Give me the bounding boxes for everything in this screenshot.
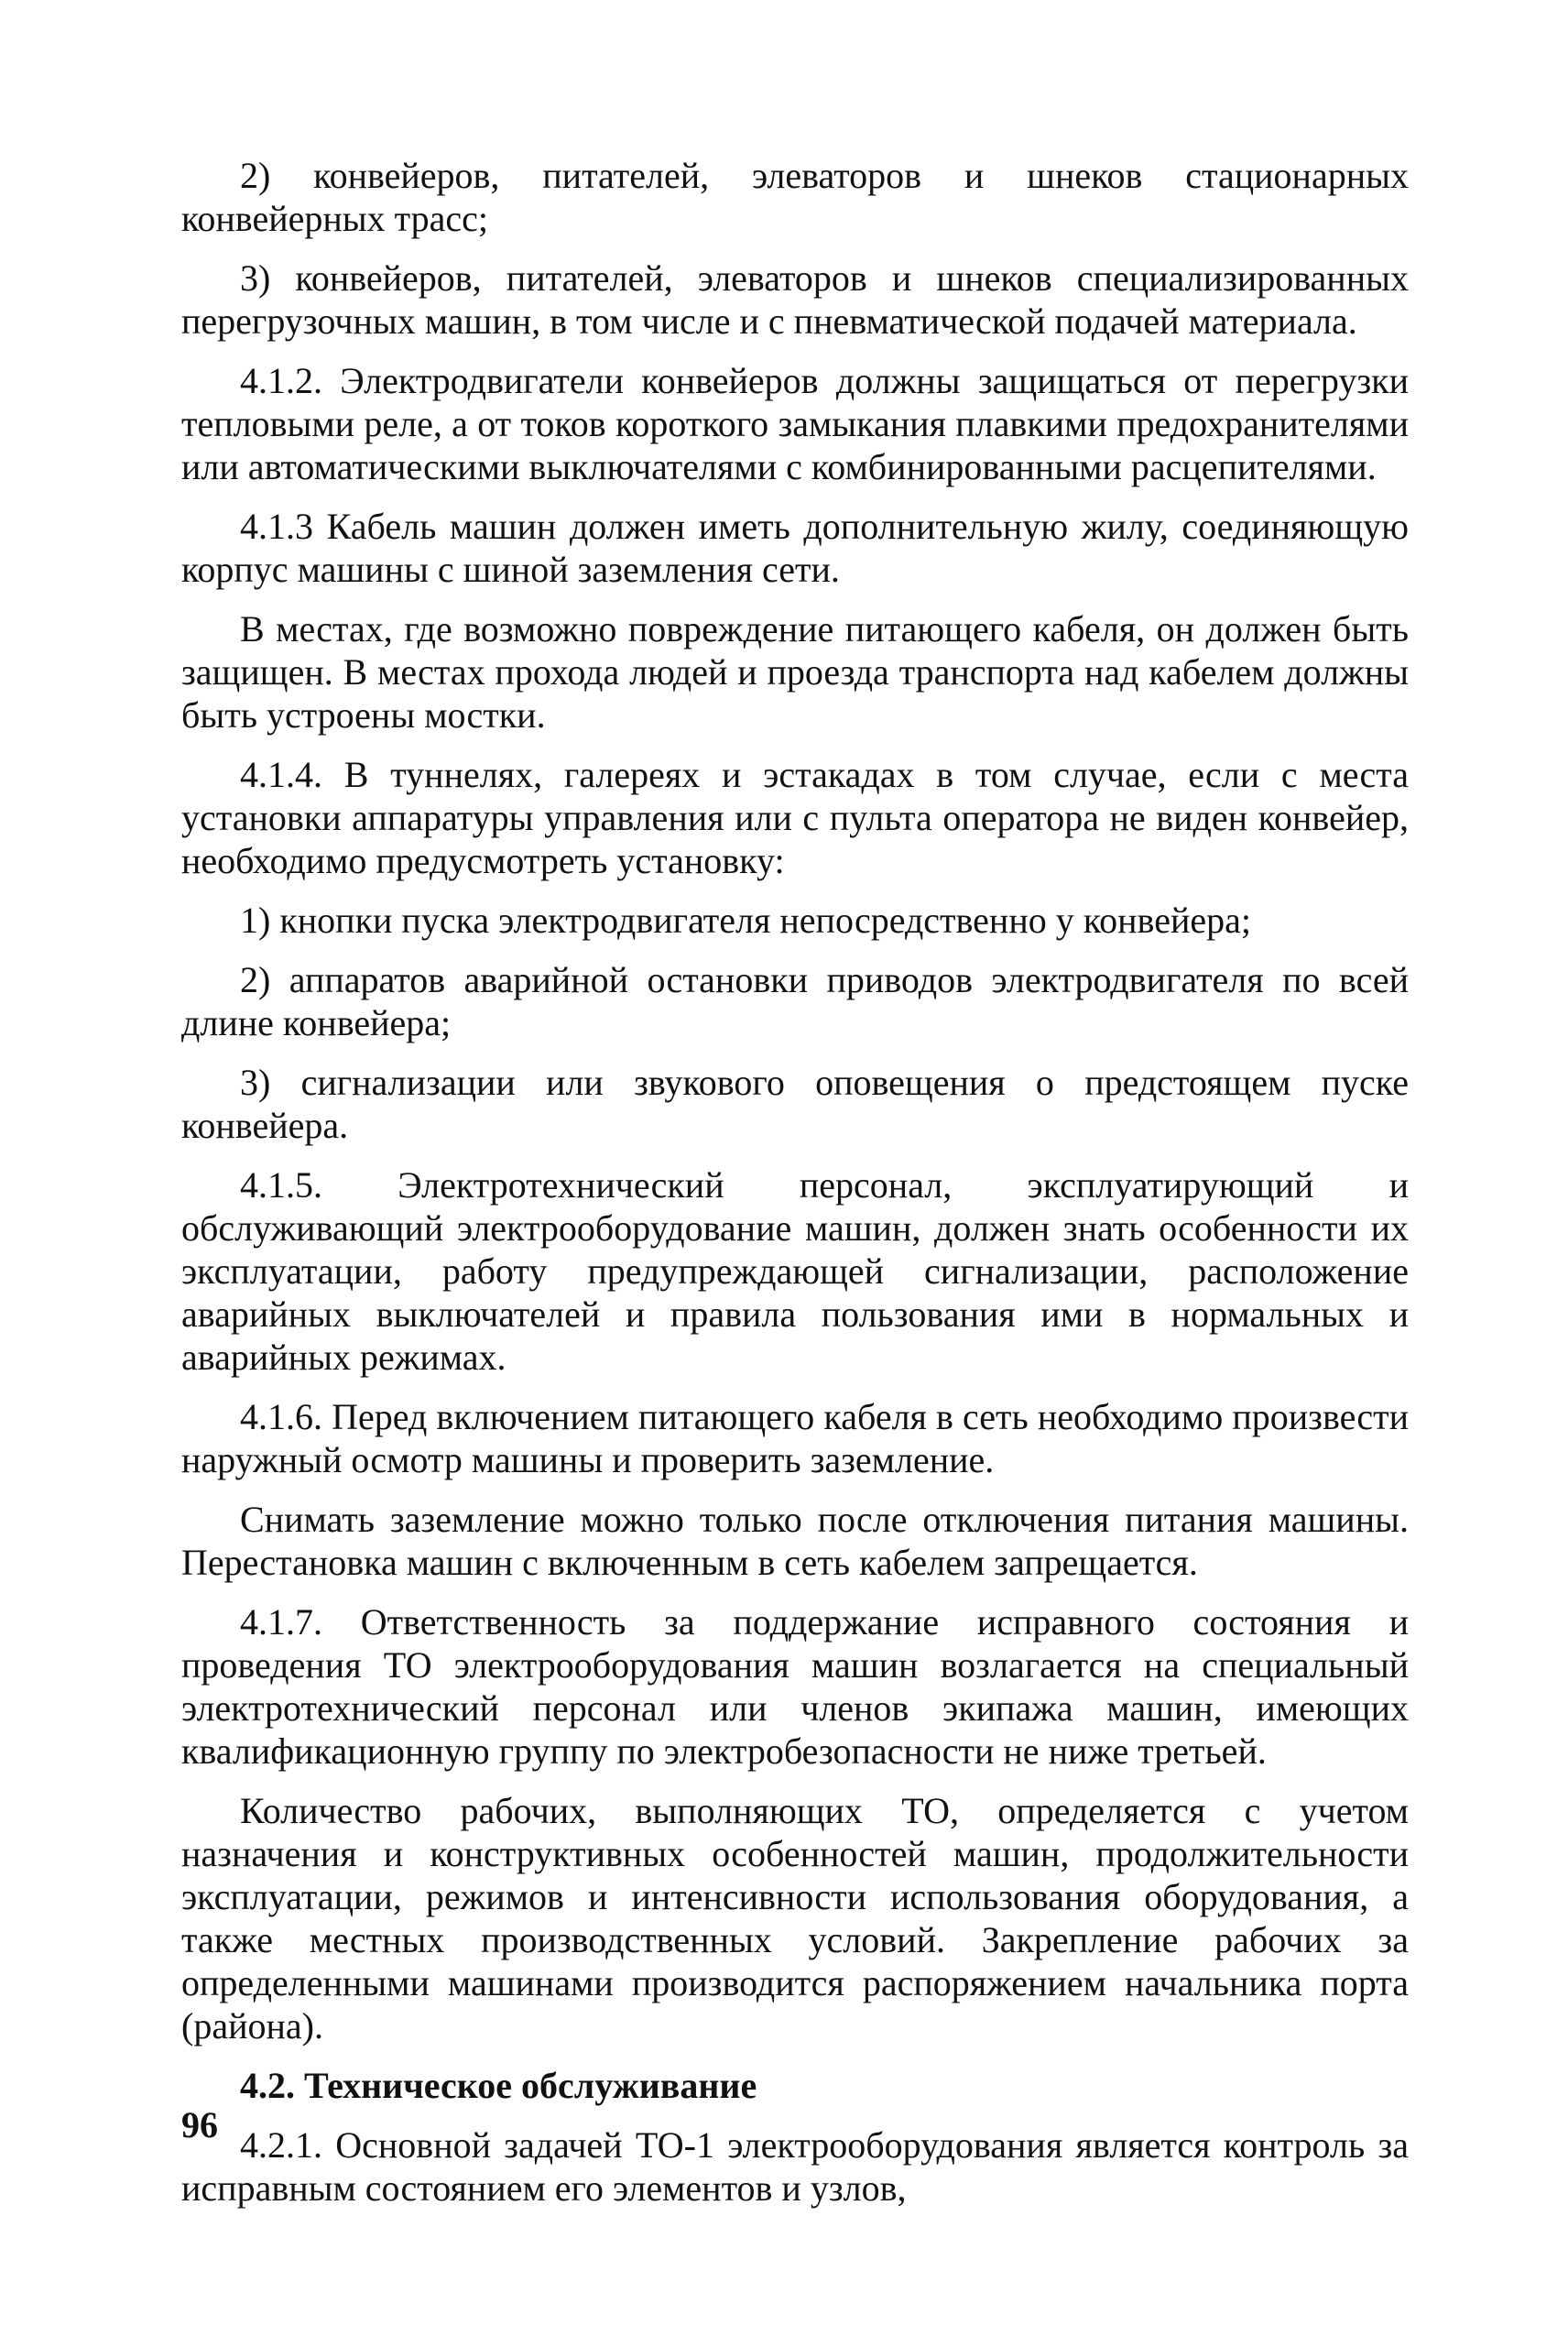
paragraph-list-item-1: 1) кнопки пуска электродвигателя непосредственно у конвейера; — [240, 900, 1251, 941]
paragraph-4-1-3: 4.1.3 Кабель машин должен иметь дополнительную жилу, соединяющую корпус машины с шиной заземления сети. — [181, 506, 1409, 590]
paragraph-4-1-5: 4.1.5. Электротехнический персонал, эксплуатирующий и обслуживающий электрооборудование машин, должен знать особенности их эксплуатации, работу предупреждающей сигнализации, расположение аварийных выключателей и правила пользования ими в нормальных и аварийных режимах. — [181, 1164, 1409, 1378]
paragraph-4-1-4: 4.1.4. В туннелях, галереях и эстакадах в том случае, если с места установки аппаратуры управления или с пульта оператора не виден конвейер, необходимо предусмотреть установку: — [181, 754, 1409, 881]
paragraph-4-1-6: 4.1.6. Перед включением питающего кабеля в сеть необходимо произвести наружный осмотр машины и проверить заземление. — [181, 1396, 1409, 1480]
paragraph-list-item-2: 2) аппаратов аварийной остановки приводов электродвигателя по всей длине конвейера; — [181, 959, 1409, 1043]
paragraph-item-3-conveyors: 3) конвейеров, питателей, элеваторов и шнеков специализированных перегрузочных машин, в том числе и с пневматической подачей материала. — [181, 257, 1409, 342]
page-number: 96 — [181, 2104, 218, 2145]
section-heading: 4.2. Техническое обслуживание — [240, 2065, 757, 2106]
paragraph-4-1-7: 4.1.7. Ответственность за поддержание исправного состояния и проведения ТО электрооборудования машин возлагается на специальный электротехнический персонал или членов экипажа машин, имеющих квалификационную группу по электробезопасности не ниже третьей. — [181, 1601, 1409, 1772]
paragraph-4-1-2: 4.1.2. Электродвигатели конвейеров должны защищаться от перегрузки тепловыми реле, а от токов короткого замыкания плавкими предохранителями или автоматическими выключателями с комбинированными расцепителями. — [181, 360, 1409, 487]
document-page — [181, 154, 1409, 2226]
paragraph-list-item-3: 3) сигнализации или звукового оповещения о предстоящем пуске конвейера. — [181, 1062, 1409, 1146]
paragraph-workers-count: Количество рабочих, выполняющих ТО, определяется с учетом назначения и конструктивных особенностей машин, продолжительности эксплуатации, режимов и интенсивности использования оборудования, а также местных производственных условий. Закрепление рабочих за определенными машинами производится распоряжением начальника порта (района). — [181, 1790, 1409, 2047]
paragraph-item-2-conveyors: 2) конвейеров, питателей, элеваторов и шнеков стационарных конвейерных трасс; — [181, 155, 1409, 239]
paragraph-4-2-1: 4.2.1. Основной задачей ТО-1 электрооборудования является контроль за исправным состоянием его элементов и узлов, — [181, 2124, 1409, 2209]
paragraph-grounding-removal: Снимать заземление можно только после отключения питания машины. Перестановка машин с включенным в сеть кабелем запрещается. — [181, 1499, 1409, 1583]
paragraph-cable-protection: В местах, где возможно повреждение питающего кабеля, он должен быть защищен. В местах прохода людей и проезда транспорта над кабелем должны быть устроены мостки. — [181, 608, 1409, 736]
